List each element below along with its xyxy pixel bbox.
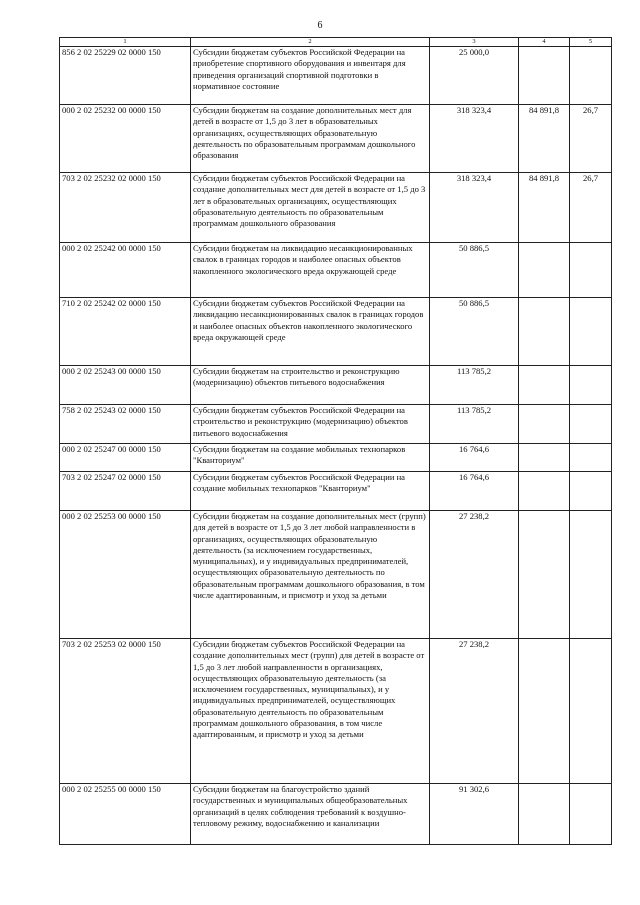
plan-amount-cell: 16 764,6 bbox=[430, 444, 519, 472]
table-row bbox=[60, 243, 612, 298]
plan-amount-cell: 50 886,5 bbox=[430, 243, 519, 298]
percent-cell bbox=[570, 472, 612, 511]
table-row bbox=[60, 511, 612, 639]
actual-amount-cell bbox=[519, 511, 570, 639]
table-row bbox=[60, 639, 612, 784]
percent-cell: 26,7 bbox=[570, 105, 612, 173]
description-cell: Субсидии бюджетам на ликвидацию несанкционированных свалок в границах городов и наиболее опасных объектов накопленного экологического вреда окружающей среде bbox=[191, 243, 430, 298]
plan-amount-cell: 50 886,5 bbox=[430, 298, 519, 366]
table-row bbox=[60, 405, 612, 444]
budget-table bbox=[59, 37, 612, 845]
plan-amount-cell: 25 000,0 bbox=[430, 47, 519, 105]
actual-amount-cell bbox=[519, 243, 570, 298]
actual-amount-cell bbox=[519, 405, 570, 444]
budget-code-cell: 703 2 02 25253 02 0000 150 bbox=[60, 639, 191, 784]
description-cell: Субсидии бюджетам субъектов Российской Федерации на создание мобильных технопарков "Кванториум" bbox=[191, 472, 430, 511]
description-cell: Субсидии бюджетам на создание дополнительных мест (групп) для детей в возрасте от 1,5 до 3 лет любой направленности в организациях, осуществляющих образовательную деятельность (за исключением государственных, муниципальных), и у индивидуальных предпринимателей, осуществляющих образовательную деятельность по образовательным программам дошкольного образования, в том числе адаптированным, и присмотр и уход за детьми bbox=[191, 511, 430, 639]
actual-amount-cell bbox=[519, 366, 570, 405]
column-number: 2 bbox=[191, 38, 430, 47]
column-number: 5 bbox=[570, 38, 612, 47]
column-number: 4 bbox=[519, 38, 570, 47]
description-cell: Субсидии бюджетам субъектов Российской Федерации на создание дополнительных мест (групп) для детей в возрасте от 1,5 до 3 лет любой направленности в организациях, осуществляющих образовательную деятельность (за исключением государственных, муниципальных), и у индивидуальных предпринимателей, осуществляющих образовательную деятельность по образовательным программам дошкольного образования, в том числе адаптированным, и присмотр и уход за детьми bbox=[191, 639, 430, 784]
description-cell: Субсидии бюджетам на строительство и реконструкцию (модернизацию) объектов питьевого водоснабжения bbox=[191, 366, 430, 405]
table-row bbox=[60, 444, 612, 472]
actual-amount-cell bbox=[519, 298, 570, 366]
actual-amount-cell bbox=[519, 472, 570, 511]
percent-cell bbox=[570, 511, 612, 639]
budget-code-cell: 000 2 02 25247 00 0000 150 bbox=[60, 444, 191, 472]
budget-code-cell: 758 2 02 25243 02 0000 150 bbox=[60, 405, 191, 444]
budget-code-cell: 000 2 02 25232 00 0000 150 bbox=[60, 105, 191, 173]
table-row bbox=[60, 366, 612, 405]
table-row bbox=[60, 784, 612, 845]
percent-cell bbox=[570, 298, 612, 366]
percent-cell bbox=[570, 366, 612, 405]
budget-code-cell: 856 2 02 25229 02 0000 150 bbox=[60, 47, 191, 105]
description-cell: Субсидии бюджетам субъектов Российской Федерации на приобретение спортивного оборудования и инвентаря для приведения организаций спортивной подготовки в нормативное состояние bbox=[191, 47, 430, 105]
plan-amount-cell: 318 323,4 bbox=[430, 173, 519, 243]
column-number: 3 bbox=[430, 38, 519, 47]
plan-amount-cell: 113 785,2 bbox=[430, 405, 519, 444]
budget-code-cell: 000 2 02 25243 00 0000 150 bbox=[60, 366, 191, 405]
budget-code-cell: 000 2 02 25255 00 0000 150 bbox=[60, 784, 191, 845]
actual-amount-cell bbox=[519, 639, 570, 784]
description-cell: Субсидии бюджетам на благоустройство зданий государственных и муниципальных общеобразовательных организаций в целях соблюдения требований к воздушно-тепловому режиму, водоснабжению и канализации bbox=[191, 784, 430, 845]
percent-cell bbox=[570, 405, 612, 444]
percent-cell bbox=[570, 784, 612, 845]
description-cell: Субсидии бюджетам субъектов Российской Федерации на создание дополнительных мест для детей в возрасте от 1,5 до 3 лет в образовательных организациях, осуществляющих образовательную деятельность по образовательным программам дошкольного образования bbox=[191, 173, 430, 243]
column-number: 1 bbox=[60, 38, 191, 47]
percent-cell bbox=[570, 243, 612, 298]
plan-amount-cell: 91 302,6 bbox=[430, 784, 519, 845]
actual-amount-cell bbox=[519, 47, 570, 105]
plan-amount-cell: 113 785,2 bbox=[430, 366, 519, 405]
description-cell: Субсидии бюджетам субъектов Российской Федерации на ликвидацию несанкционированных свалок в границах городов и наиболее опасных объектов накопленного экологического вреда окружающей среде bbox=[191, 298, 430, 366]
plan-amount-cell: 16 764,6 bbox=[430, 472, 519, 511]
plan-amount-cell: 318 323,4 bbox=[430, 105, 519, 173]
percent-cell: 26,7 bbox=[570, 173, 612, 243]
plan-amount-cell: 27 238,2 bbox=[430, 511, 519, 639]
budget-code-cell: 703 2 02 25232 02 0000 150 bbox=[60, 173, 191, 243]
actual-amount-cell bbox=[519, 784, 570, 845]
percent-cell bbox=[570, 444, 612, 472]
table-row bbox=[60, 298, 612, 366]
description-cell: Субсидии бюджетам на создание мобильных технопарков "Кванториум" bbox=[191, 444, 430, 472]
page-number: 6 bbox=[317, 20, 323, 31]
table-row bbox=[60, 47, 612, 105]
budget-code-cell: 000 2 02 25253 00 0000 150 bbox=[60, 511, 191, 639]
table-row bbox=[60, 472, 612, 511]
plan-amount-cell: 27 238,2 bbox=[430, 639, 519, 784]
budget-code-cell: 703 2 02 25247 02 0000 150 bbox=[60, 472, 191, 511]
description-cell: Субсидии бюджетам субъектов Российской Федерации на строительство и реконструкцию (модернизацию) объектов питьевого водоснабжения bbox=[191, 405, 430, 444]
budget-code-cell: 000 2 02 25242 00 0000 150 bbox=[60, 243, 191, 298]
actual-amount-cell: 84 891,8 bbox=[519, 105, 570, 173]
percent-cell bbox=[570, 639, 612, 784]
description-cell: Субсидии бюджетам на создание дополнительных мест для детей в возрасте от 1,5 до 3 лет в образовательных организациях, осуществляющих образовательную деятельность по образовательным программам дошкольного образования bbox=[191, 105, 430, 173]
column-number-row bbox=[60, 38, 612, 47]
table-row bbox=[60, 105, 612, 173]
actual-amount-cell: 84 891,8 bbox=[519, 173, 570, 243]
actual-amount-cell bbox=[519, 444, 570, 472]
table-row bbox=[60, 173, 612, 243]
budget-code-cell: 710 2 02 25242 02 0000 150 bbox=[60, 298, 191, 366]
percent-cell bbox=[570, 47, 612, 105]
